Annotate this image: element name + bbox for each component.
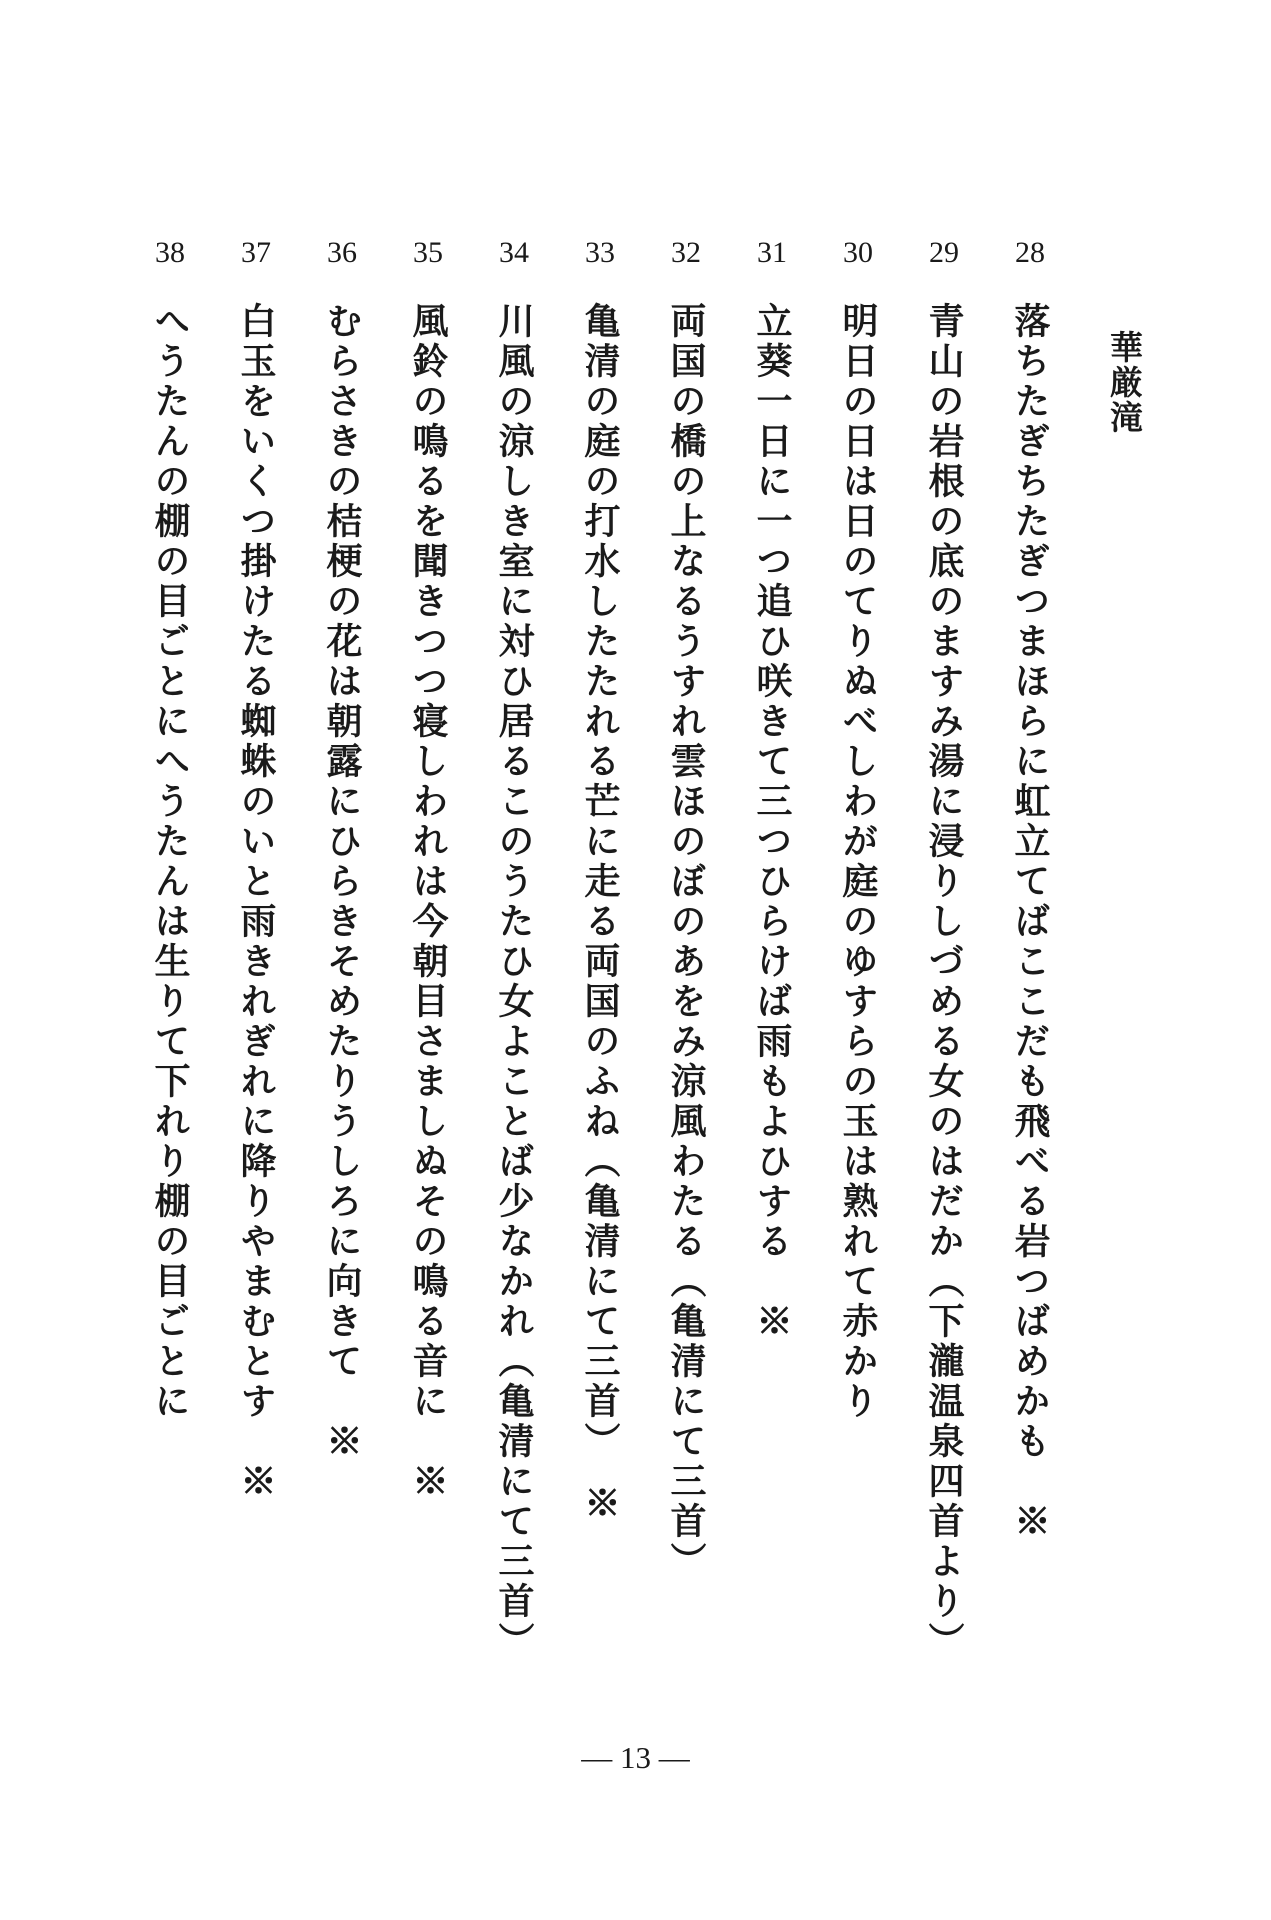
poem-number: 35 bbox=[413, 236, 443, 269]
poem-text: へうたんの棚の目ごとにへうたんは生りて下れり棚の目ごとに bbox=[149, 302, 191, 1422]
poem-number: 33 bbox=[585, 236, 615, 269]
poem-number: 29 bbox=[929, 236, 959, 269]
poem-text: 明日の日は日のてりぬべしわが庭のゆすらの玉は熟れて赤かり bbox=[837, 302, 879, 1422]
poem-31 bbox=[744, 238, 800, 1378]
poem-36 bbox=[314, 236, 370, 1462]
poem-34 bbox=[486, 236, 542, 1662]
poem-text: 川風の涼しき室に対ひ居るこのうたひ女よことば少なかれ（亀清にて三首） bbox=[493, 302, 535, 1662]
poem-text: 落ちたぎちたぎつまほらに虹立てばここだも飛べる岩つばめかも ※ bbox=[1009, 302, 1051, 1542]
poem-text: 両国の橋の上なるうすれ雲ほのぼのあをみ涼風わたる（亀清にて三首） bbox=[665, 302, 707, 1582]
poem-37 bbox=[228, 236, 284, 1502]
poem-text: むらさきの桔梗の花は朝露にひらきそめたりうしろに向きて ※ bbox=[321, 302, 363, 1462]
poem-number: 30 bbox=[843, 236, 873, 269]
poem-text: 立葵一日に一つ追ひ咲きて三つひらけば雨もよひする ※ bbox=[751, 302, 793, 1342]
poem-text: 青山の岩根の底のますみ湯に浸りしづめる女のはだか（下瀧温泉四首より） bbox=[923, 302, 965, 1662]
poem-32 bbox=[658, 236, 714, 1582]
poem-number: 32 bbox=[671, 236, 701, 269]
poem-number: 38 bbox=[155, 236, 185, 269]
poem-38 bbox=[142, 236, 198, 1422]
page-number: — 13 — bbox=[581, 1740, 690, 1775]
poem-text: 亀清の庭の打水したたれる芒に走る両国のふね（亀清にて三首） ※ bbox=[579, 302, 621, 1524]
poem-number: 36 bbox=[327, 236, 357, 269]
poem-28 bbox=[1002, 236, 1058, 1542]
section-title: 華厳滝 bbox=[1105, 330, 1144, 435]
poem-29 bbox=[916, 236, 972, 1662]
poem-number: 28 bbox=[1015, 236, 1045, 269]
poem-35 bbox=[400, 236, 456, 1502]
poem-text: 風鈴の鳴るを聞きつつ寝しわれは今朝目さましぬその鳴る音に ※ bbox=[407, 302, 449, 1502]
poem-number: 34 bbox=[499, 236, 529, 269]
poem-text: 白玉をいくつ掛けたる蜘蛛のいと雨きれぎれに降りやまむとす ※ bbox=[235, 302, 277, 1502]
poem-number: 31 bbox=[757, 236, 787, 269]
poem-number: 37 bbox=[241, 236, 271, 269]
poem-30 bbox=[830, 236, 886, 1422]
poem-33 bbox=[572, 236, 628, 1524]
poem-list bbox=[130, 236, 1070, 1662]
